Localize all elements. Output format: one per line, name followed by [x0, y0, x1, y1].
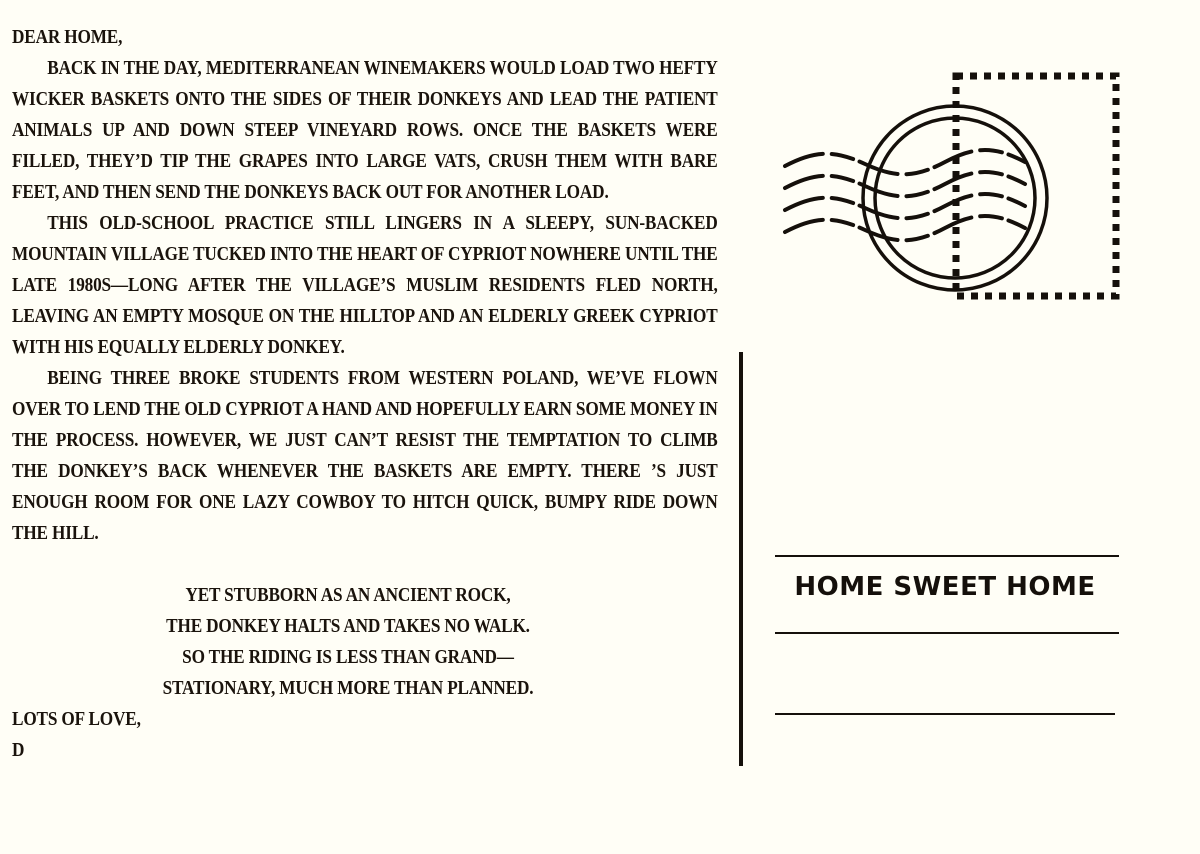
address-line-1 [775, 555, 1119, 557]
poem-line: YET STUBBORN AS AN ANCIENT ROCK, [185, 584, 511, 606]
poem-line: STATIONARY, MUCH MORE THAN PLANNED. [162, 677, 534, 699]
message-area [12, 22, 718, 766]
paragraph-1: BACK IN THE DAY, MEDITERRANEAN WINEMAKERS WOULD LOAD TWO HEFTY WICKER BASKETS ONTO THE SIDES OF THEIR DONKEYS AND LEAD THE PATIENT ANIMALS UP AND DOWN STEEP VINEYARD ROWS. ONCE THE BASKETS WERE FILLED, THEY’D TIP THE GRAPES INTO LARGE VATS, CRUSH THEM WITH BARE FEET, AND THEN SEND THE DONKEYS BACK OUT FOR ANOTHER LOAD. [12, 57, 718, 203]
closing: LOTS OF LOVE, [12, 708, 141, 730]
paragraph-2: THIS OLD-SCHOOL PRACTICE STILL LINGERS IN A SLEEPY, SUN-BACKED MOUNTAIN VILLAGE TUCKED INTO THE HEART OF CYPRIOT NOWHERE UNTIL THE LATE 1980S—LONG AFTER THE VILLAGE’S MUSLIM RESIDENTS FLED NORTH, LEAVING AN EMPTY MOSQUE ON THE HILLTOP AND AN ELDERLY GREEK CYPRIOT WITH HIS EQUALLY ELDERLY DONKEY. [12, 212, 718, 358]
paragraph-3: BEING THREE BROKE STUDENTS FROM WESTERN POLAND, WE’VE FLOWN OVER TO LEND THE OLD CYPRIOT A HAND AND HOPEFULLY EARN SOME MONEY IN THE PROCESS. HOWEVER, WE JUST CAN’T RESIST THE TEMPTATION TO CLIMB THE DONKEY’S BACK WHENEVER THE BASKETS ARE EMPTY. THERE ’S JUST ENOUGH ROOM FOR ONE LAZY COWBOY TO HITCH QUICK, BUMPY RIDE DOWN THE HILL. [12, 367, 718, 544]
poem-line: THE DONKEY HALTS AND TAKES NO WALK. [166, 615, 530, 637]
signature: D [12, 739, 25, 761]
center-divider [739, 352, 743, 766]
poem-line: SO THE RIDING IS LESS THAN GRAND— [182, 646, 514, 668]
address-recipient: HOME SWEET HOME [794, 572, 1096, 602]
poem [12, 580, 718, 704]
cancel-wave-4 [785, 216, 1025, 240]
address-line-2 [775, 632, 1119, 634]
address-line-3 [775, 713, 1115, 715]
salutation: DEAR HOME, [12, 26, 123, 48]
postmark-stamp-icon [780, 70, 1125, 305]
